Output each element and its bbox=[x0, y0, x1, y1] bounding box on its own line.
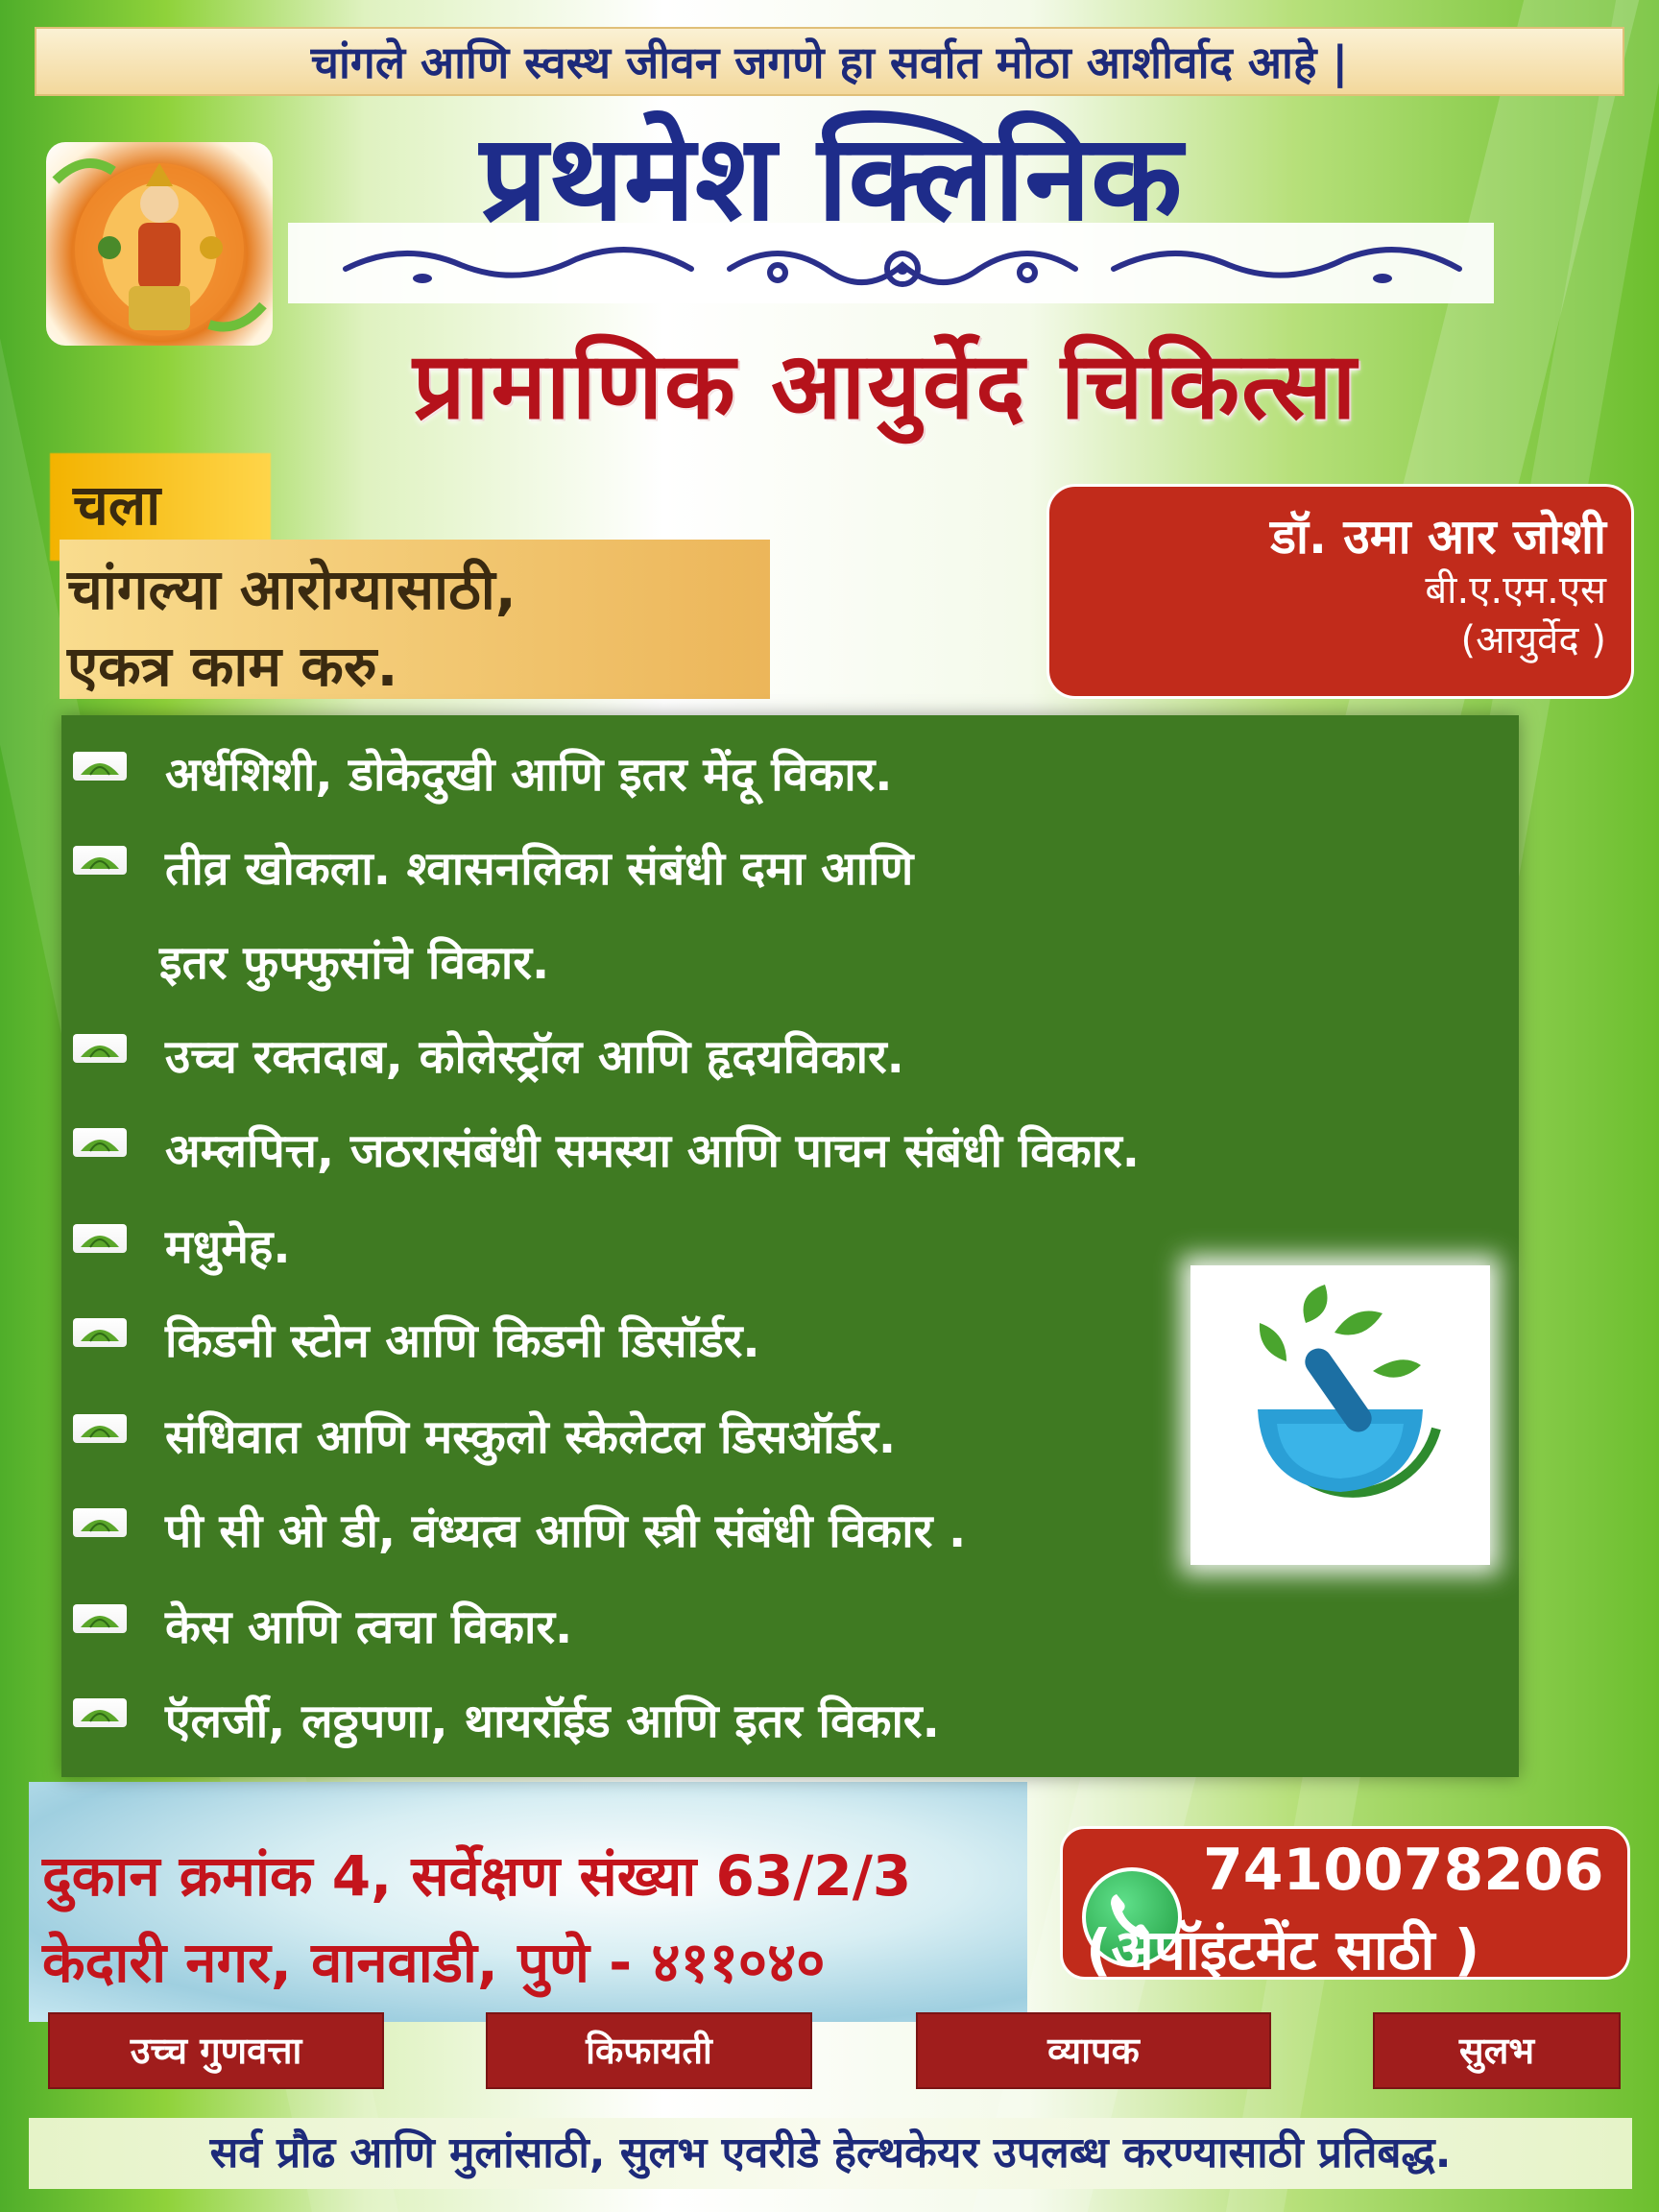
leaf-bullet-icon bbox=[73, 1224, 127, 1253]
leaf-bullet-icon bbox=[73, 1318, 127, 1347]
doctor-name: डॉ. उमा आर जोशी bbox=[1270, 509, 1606, 565]
leaf-bullet-icon bbox=[73, 1698, 127, 1727]
leaf-bullet-icon bbox=[73, 846, 127, 875]
leaf-bullet-icon bbox=[73, 1128, 127, 1157]
service-item: संधिवात आणि मस्कुलो स्केलेटल डिसऑर्डर. bbox=[165, 1410, 897, 1464]
decorative-flourish-icon bbox=[326, 230, 1479, 311]
badge-high-quality: उच्च गुणवत्ता bbox=[48, 2012, 384, 2089]
service-item: उच्च रक्तदाब, कोलेस्ट्रॉल आणि हृदयविकार. bbox=[165, 1030, 904, 1084]
cta-line-1: चला bbox=[73, 472, 161, 538]
footer-text: सर्व प्रौढ आणि मुलांसाठी, सुलभ एवरीडे हेल्थकेयर उपलब्ध करण्यासाठी प्रतिबद्ध. bbox=[29, 2118, 1632, 2189]
badge-affordable: किफायती bbox=[486, 2012, 812, 2089]
service-item: अर्धशिशी, डोकेदुखी आणि इतर मेंदू विकार. bbox=[165, 748, 893, 802]
service-item: ऍलर्जी, लठ्ठपणा, थायरॉईड आणि इतर विकार. bbox=[165, 1695, 940, 1748]
cta-line-2: चांगल्या आरोग्यासाठी, bbox=[67, 557, 517, 622]
doctor-card bbox=[1046, 484, 1634, 699]
service-item: मधुमेह. bbox=[165, 1220, 291, 1274]
leaf-bullet-icon bbox=[73, 1604, 127, 1633]
cta-line-3: एकत्र काम करु. bbox=[67, 634, 398, 699]
top-tagline: चांगले आणि स्वस्थ जीवन जगणे हा सर्वात मोठा आशीर्वाद आहे | bbox=[35, 27, 1624, 96]
services-panel bbox=[61, 715, 1519, 1777]
appointment-note: (अपॉइंटमेंट साठी ) bbox=[1086, 1917, 1480, 1983]
badge-accessible: सुलभ bbox=[1373, 2012, 1621, 2089]
service-item-continued: इतर फुफ्फुसांचे विकार. bbox=[159, 936, 550, 990]
mortar-pestle-logo-icon bbox=[1190, 1265, 1490, 1565]
service-item: अम्लपित्त, जठरासंबंधी समस्या आणि पाचन संबंधी विकार. bbox=[165, 1124, 1140, 1178]
phone-card[interactable] bbox=[1060, 1826, 1630, 1983]
address-line-1: दुकान क्रमांक 4, सर्वेक्षण संख्या 63/2/3 bbox=[42, 1843, 912, 1909]
leaf-bullet-icon bbox=[73, 752, 127, 781]
leaf-bullet-icon bbox=[73, 1414, 127, 1443]
address-line-2: केदारी नगर, वानवाडी, पुणे - ४११०४० bbox=[42, 1930, 826, 1995]
leaf-bullet-icon bbox=[73, 1034, 127, 1063]
doctor-degree: बी.ए.एम.एस bbox=[1425, 568, 1606, 613]
clinic-name: प्रथमेश क्लिनिक bbox=[480, 109, 1183, 248]
badge-comprehensive: व्यापक bbox=[916, 2012, 1271, 2089]
clinic-subtitle: प्रामाणिक आयुर्वेद चिकित्सा bbox=[413, 332, 1358, 440]
doctor-specialty: (आयुर्वेद ) bbox=[1460, 618, 1606, 662]
service-item: तीव्र खोकला. श्वासनलिका संबंधी दमा आणि bbox=[165, 842, 914, 896]
service-item: किडनी स्टोन आणि किडनी डिसॉर्डर. bbox=[165, 1314, 760, 1368]
deity-emblem-icon bbox=[46, 142, 273, 346]
phone-number[interactable]: 7410078206 bbox=[1203, 1837, 1604, 1904]
leaf-bullet-icon bbox=[73, 1508, 127, 1537]
service-item: केस आणि त्वचा विकार. bbox=[165, 1600, 573, 1654]
service-item: पी सी ओ डी, वंध्यत्व आणि स्त्री संबंधी विकार . bbox=[165, 1504, 967, 1558]
